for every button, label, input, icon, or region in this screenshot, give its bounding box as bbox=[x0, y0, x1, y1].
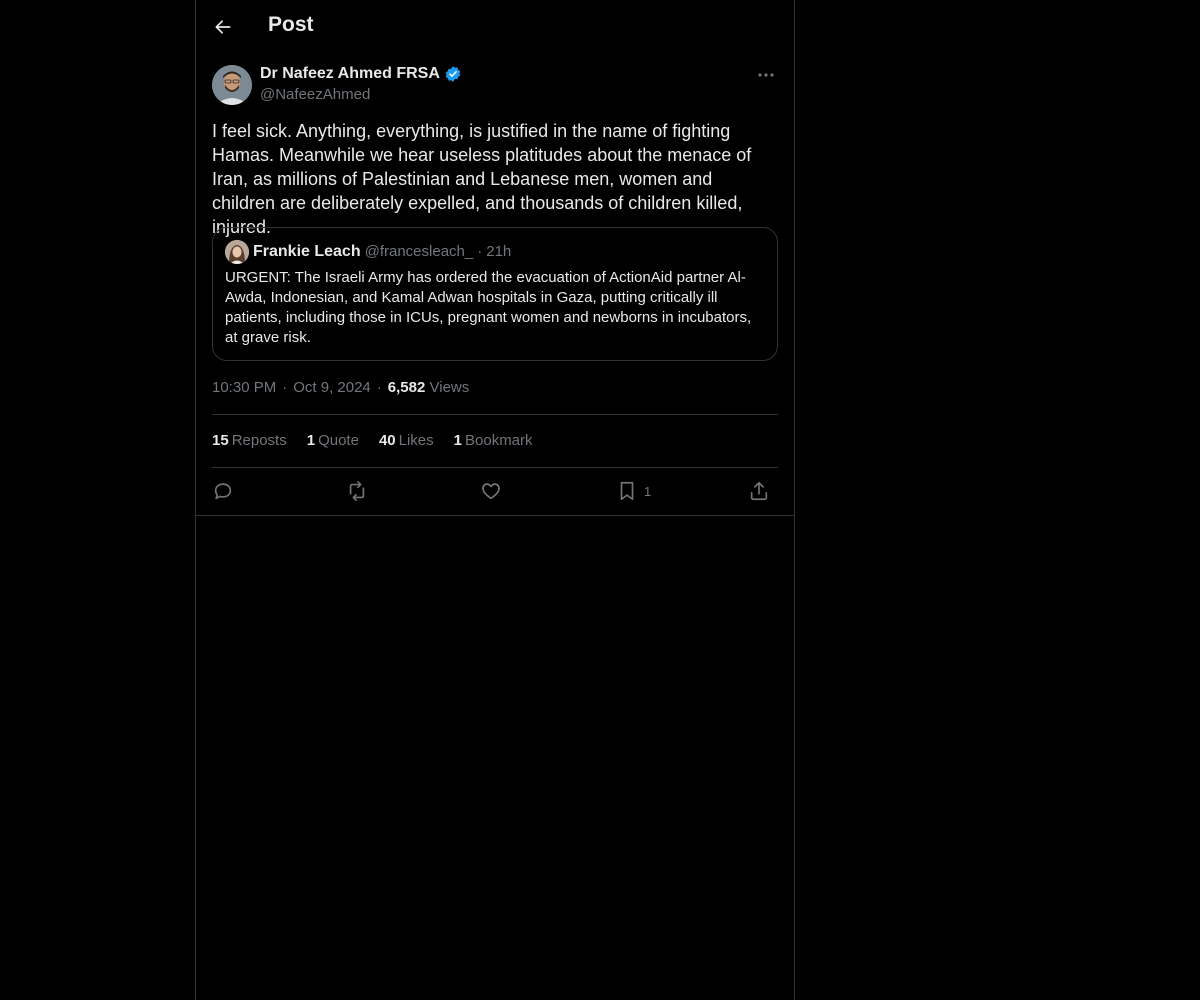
bookmarks-count: 1 bbox=[453, 432, 462, 449]
bookmarks-label: Bookmark bbox=[465, 432, 533, 449]
post-author bbox=[212, 65, 778, 107]
heart-icon bbox=[480, 480, 502, 502]
quotes-count: 1 bbox=[306, 432, 316, 449]
post-time[interactable]: 10:30 PM bbox=[212, 379, 277, 396]
quotes-label: Quote bbox=[318, 432, 359, 449]
divider bbox=[212, 414, 778, 415]
repost-icon bbox=[346, 480, 368, 502]
post-stats bbox=[212, 432, 533, 449]
post-text: I feel sick. Anything, everything, is justified in the name of fighting Hamas. Meanwhile we hear useless platitudes about the menace of Iran, as millions of Palestinian and Lebanese men, women and children are deliberately expelled, and thousands of children killed, injured. bbox=[212, 121, 752, 237]
quotes-stat[interactable] bbox=[307, 432, 359, 449]
post-actions bbox=[212, 478, 778, 504]
post-date[interactable]: Oct 9, 2024 bbox=[293, 379, 371, 396]
verified-badge-icon bbox=[444, 65, 462, 83]
reply-button[interactable] bbox=[212, 478, 234, 504]
avatar[interactable] bbox=[212, 65, 252, 105]
likes-count: 40 bbox=[378, 432, 396, 449]
author-name-row[interactable] bbox=[260, 65, 462, 83]
page-title: Post bbox=[268, 13, 314, 36]
more-icon bbox=[758, 72, 774, 78]
bookmark-icon bbox=[616, 480, 638, 502]
repost-button[interactable] bbox=[346, 478, 368, 504]
bookmark-button[interactable] bbox=[616, 478, 651, 504]
post-meta bbox=[212, 379, 469, 396]
share-button[interactable] bbox=[748, 478, 770, 504]
author-name[interactable]: Dr Nafeez Ahmed FRSA bbox=[260, 65, 440, 82]
arrow-left-icon bbox=[213, 17, 233, 37]
divider bbox=[212, 467, 778, 468]
views bbox=[388, 379, 469, 396]
likes-stat[interactable] bbox=[379, 432, 434, 449]
meta-separator: · bbox=[376, 379, 382, 396]
bookmark-count: 1 bbox=[644, 483, 652, 499]
author-handle[interactable]: @NafeezAhmed bbox=[260, 86, 371, 103]
page-header bbox=[196, 0, 794, 54]
post-bottom-border bbox=[196, 515, 794, 516]
meta-separator: · bbox=[282, 379, 288, 396]
reposts-stat[interactable] bbox=[212, 432, 287, 449]
more-options-button[interactable] bbox=[754, 65, 778, 85]
quoted-author-handle[interactable]: @francesleach_ bbox=[364, 243, 474, 260]
like-button[interactable] bbox=[480, 478, 502, 504]
quoted-text: URGENT: The Israeli Army has ordered the evacuation of ActionAid partner Al-Awda, Indonesian, and Kamal Adwan hospitals in Gaza, putting critically ill patients, including those in ICUs, pregnant women and newborns in incubators, at grave risk. bbox=[225, 269, 752, 346]
quoted-avatar[interactable] bbox=[225, 240, 249, 264]
back-button[interactable] bbox=[206, 10, 240, 44]
main-column bbox=[195, 0, 795, 1000]
likes-label: Likes bbox=[398, 432, 434, 449]
share-icon bbox=[748, 480, 770, 502]
quoted-header bbox=[253, 243, 511, 261]
bookmarks-stat[interactable] bbox=[454, 432, 533, 449]
quoted-separator: · bbox=[477, 243, 483, 260]
reposts-label: Reposts bbox=[231, 432, 287, 449]
views-count: 6,582 bbox=[387, 379, 426, 396]
quoted-author-name[interactable]: Frankie Leach bbox=[253, 243, 361, 260]
reply-icon bbox=[212, 480, 234, 502]
reposts-count: 15 bbox=[212, 432, 229, 449]
quoted-post[interactable] bbox=[212, 227, 778, 361]
quoted-time[interactable]: 21h bbox=[486, 243, 512, 260]
views-label: Views bbox=[429, 379, 470, 396]
